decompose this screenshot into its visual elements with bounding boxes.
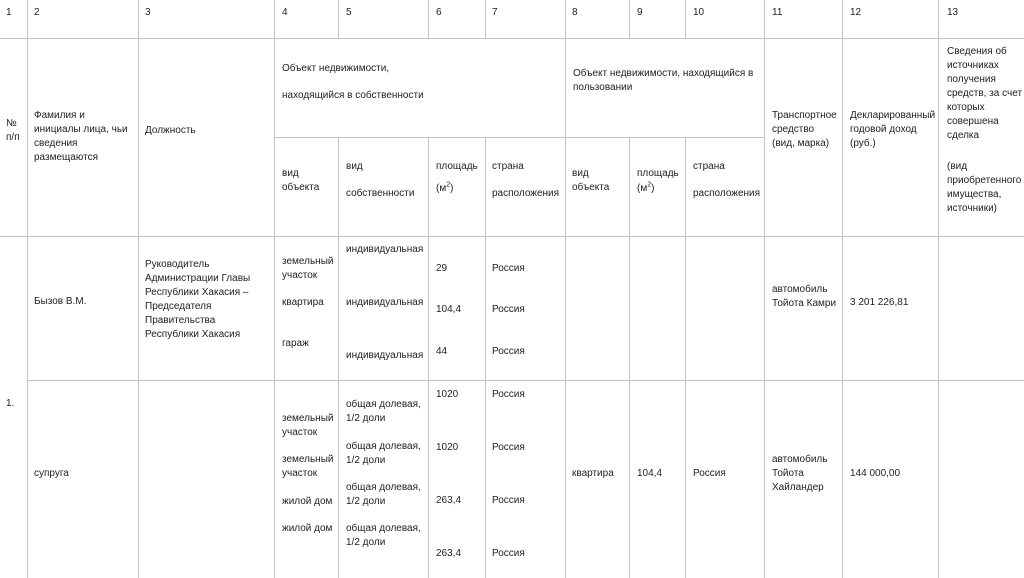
ownership-type: индивидуальная: [346, 297, 424, 308]
owned-area: 263,4: [436, 548, 462, 559]
ownership-type: индивидуальная: [346, 244, 424, 255]
column-number: 7: [492, 7, 498, 18]
owned-object: земельный участок: [282, 256, 334, 281]
header-area: площадь: [436, 161, 478, 172]
header-used-object-type: вид объекта: [572, 168, 610, 193]
owned-country: Россия: [492, 263, 525, 274]
used-country: Россия: [693, 468, 726, 479]
owned-object: гараж: [282, 338, 309, 349]
column-number: 5: [346, 7, 352, 18]
owned-area: 29: [436, 263, 448, 274]
row-number: 1.: [6, 398, 15, 409]
header-sources: Сведения об источниках получения средств, за счет которых совершена сделка: [947, 46, 1023, 141]
header-owned-group: Объект недвижимости,: [282, 63, 390, 74]
owned-area: 104,4: [436, 304, 462, 315]
header-name: Фамилия и инициалы лица, чьи сведения размещаются: [34, 110, 128, 163]
grid-line: [338, 0, 339, 38]
grid-line: [629, 137, 630, 578]
column-number: 11: [772, 7, 783, 18]
grid-line: [485, 137, 486, 578]
column-number: 12: [850, 7, 862, 18]
header-number: № п/п: [6, 118, 20, 143]
header-ownership-type-line2: собственности: [346, 188, 415, 199]
owned-area: 1020: [436, 442, 459, 453]
header-used-country-line1: страна: [693, 161, 725, 172]
column-number: 13: [947, 7, 959, 18]
header-transport: Транспортное средство (вид, марка): [772, 110, 837, 149]
owned-object: земельный участок: [282, 413, 334, 438]
declared-income: 3 201 226,81: [850, 297, 909, 308]
declarant-name: супруга: [34, 468, 69, 479]
owned-country: Россия: [492, 495, 525, 506]
header-used-country-line2: расположения: [693, 188, 761, 199]
column-number: 4: [282, 7, 288, 18]
header-income: Декларированный годовой доход (руб.): [850, 110, 936, 149]
header-ownership-type-line1: вид: [346, 161, 363, 172]
declarant-position: Руководитель Администрации Главы Республики Хакасия – Председателя Правительства Республики Хакасия: [145, 259, 251, 340]
header-sources-note: (вид приобретенного имущества, источники): [947, 161, 1022, 214]
grid-line: [138, 0, 139, 578]
grid-line: [629, 0, 630, 38]
header-object-type: вид объекта: [282, 168, 320, 193]
column-number: 9: [637, 7, 643, 18]
header-used-area-unit: $(м^2)$: [637, 181, 655, 194]
declarant-name: Бызов В.М.: [34, 296, 87, 307]
grid-line: [274, 0, 275, 578]
declared-income: 144 000,00: [850, 468, 901, 479]
owned-area: 1020: [436, 389, 459, 400]
ownership-type: общая долевая, 1/2 доли: [346, 523, 421, 548]
owned-area: 263,4: [436, 495, 462, 506]
owned-country: Россия: [492, 346, 525, 357]
grid-line: [565, 0, 566, 578]
grid-line: [842, 0, 843, 578]
owned-object: жилой дом: [282, 523, 333, 534]
grid-line: [0, 38, 1024, 39]
header-country-line1: страна: [492, 161, 524, 172]
header-position: Должность: [145, 125, 196, 136]
grid-line: [428, 0, 429, 38]
owned-object: жилой дом: [282, 496, 333, 507]
header-country-line2: расположения: [492, 188, 560, 199]
transport: автомобиль Тойота Камри: [772, 284, 837, 309]
column-number: 6: [436, 7, 442, 18]
owned-area: 44: [436, 346, 448, 357]
ownership-type: общая долевая, 1/2 доли: [346, 441, 421, 466]
column-number: 1: [6, 7, 12, 18]
column-number: 3: [145, 7, 151, 18]
grid-line: [27, 380, 1024, 381]
owned-country: Россия: [492, 548, 525, 559]
ownership-type: индивидуальная: [346, 350, 424, 361]
owned-country: Россия: [492, 442, 525, 453]
grid-line: [338, 137, 339, 578]
grid-line: [274, 137, 764, 138]
owned-object: квартира: [282, 297, 324, 308]
transport: автомобиль Тойота Хайландер: [772, 454, 828, 493]
grid-line: [428, 137, 429, 578]
used-area: 104,4: [637, 468, 663, 479]
grid-line: [27, 0, 28, 578]
grid-line: [685, 137, 686, 578]
grid-line: [764, 0, 765, 578]
header-used-group: Объект недвижимости, находящийся в пользовании: [573, 68, 754, 93]
owned-object: земельный участок: [282, 454, 334, 479]
grid-line: [0, 236, 1024, 237]
ownership-type: общая долевая, 1/2 доли: [346, 399, 421, 424]
grid-line: [485, 0, 486, 38]
ownership-type: общая долевая, 1/2 доли: [346, 482, 421, 507]
owned-country: Россия: [492, 389, 525, 400]
header-owned-group: находящийся в собственности: [282, 90, 424, 101]
header-used-area: площадь: [637, 168, 679, 179]
column-number: 2: [34, 7, 40, 18]
owned-country: Россия: [492, 304, 525, 315]
used-object: квартира: [572, 468, 614, 479]
header-area-unit: $(м^2)$: [436, 181, 454, 194]
grid-line: [685, 0, 686, 38]
column-number: 8: [572, 7, 578, 18]
grid-line: [938, 0, 939, 578]
column-number: 10: [693, 7, 705, 18]
